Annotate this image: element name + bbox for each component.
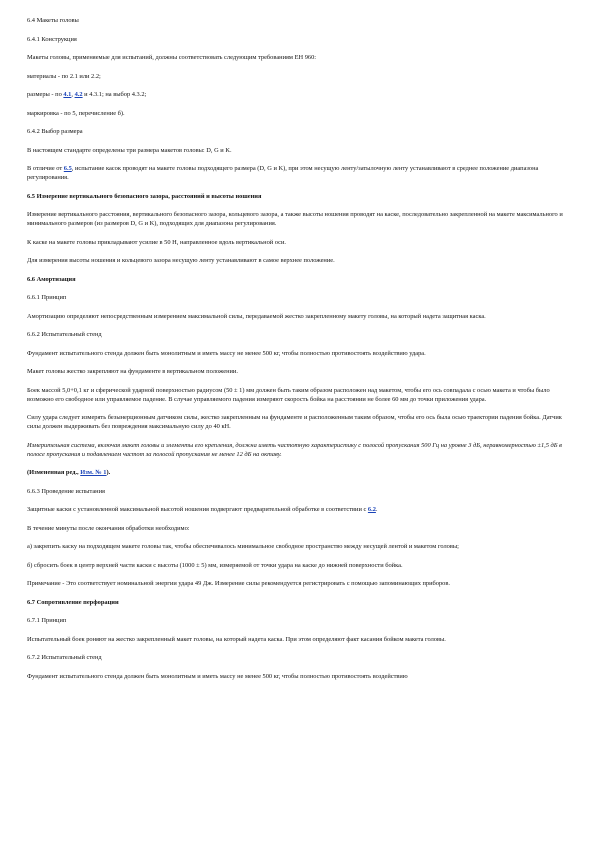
text-run: ). xyxy=(106,469,111,476)
subsection-heading: 6.6.2 Испытательный стенд xyxy=(27,331,102,338)
subsection-heading: 6.4.2 Выбор размера xyxy=(27,128,83,135)
clause-4-1-link[interactable]: 4.1 xyxy=(63,91,72,98)
paragraph: Макет головы жестко закрепляют на фундаменте в вертикальном положении. xyxy=(27,368,238,375)
text-run: размеры - по xyxy=(27,91,64,98)
paragraph: Боек массой 5,0+0,1 кг и сферической ударной поверхностью радиусом (50 ± 1) мм должен быть таким образом расположен над макетом, чтобы его ось совпадала с осью макета и чтобы было возможно его свободное или управляемое падение. В случае управляемого падения измеряют скорость бойка на расстоянии не более 60 мм до точки приложения удара. xyxy=(27,386,550,403)
clause-6-5-link[interactable]: 6.5 xyxy=(63,165,72,172)
section-heading: 6.5 Измерение вертикального безопасного зазора, расстояний и высоты ношения xyxy=(27,192,262,200)
paragraph: В настоящем стандарте определены три размера макетов головы: D, G и K. xyxy=(27,146,232,154)
text-run: , испытание касок проводят на макете головы подходящего размера (D, G и K), при этом несущую ленту/затылочную ленту устанавливают в среднее положение диапазона регулирования. xyxy=(27,165,539,181)
list-item: а) закрепить каску на подходящем макете головы так, чтобы обеспечивалось минимальное свободное пространство между несущей лентой и макетом головы; xyxy=(27,543,459,550)
text-run: и 4.3.1; на выбор 4.3.2; xyxy=(82,91,147,98)
amendment-note xyxy=(27,468,575,477)
text-run: . xyxy=(375,506,378,513)
section-heading: 6.6 Амортизация xyxy=(27,275,76,283)
paragraph-italic: Измерительная система, включая макет головы и элементы его крепления, должна иметь частотную характеристику с полосой пропускания 500 Гц на уровне 3 дБ, неравномерностью ±1,5 дБ в полосе пропускания и подавлением частот за полосой пропускания не менее 12 дБ на октаву. xyxy=(27,441,562,458)
text-run: В отличие от xyxy=(27,165,64,172)
paragraph: материалы - по 2.1 или 2.2; xyxy=(27,72,101,80)
clause-4-2-link[interactable]: 4.2 xyxy=(74,91,83,98)
paragraph: Амортизацию определяют непосредственным измерением максимальной силы, передаваемой жестко закрепленному макету головы, на который надета защитная каска. xyxy=(27,312,486,320)
paragraph: маркировка - по 5, перечисление б). xyxy=(27,109,125,117)
amendment-1-link[interactable]: Изм. № 1 xyxy=(80,469,107,476)
paragraph xyxy=(27,164,575,182)
paragraph: Фундамент испытательного стенда должен быть монолитным и иметь массу не менее 500 кг, чтобы полностью противостоять воздействию xyxy=(27,672,408,680)
paragraph: Макеты головы, применяемые для испытаний, должны соответствовать следующим требованиям ЕН 960: xyxy=(27,54,317,61)
list-item: б) сбросить боек в центр верхней части каски с высоты (1000 ± 5) мм, измеряемой от точки удара на каске до нижней поверхности бойка. xyxy=(27,561,403,569)
text-run: , xyxy=(71,91,75,98)
paragraph: Силу удара следует измерять безынерционным датчиком силы, жестко закрепленным на фундаменте и расположенным таким образом, чтобы его ось была осью траектории падения бойка. Датчик силы должен выдерживать без повреждения максимальную силу до 40 кН. xyxy=(27,414,562,430)
paragraph xyxy=(27,505,575,514)
subsection-heading: 6.7.2 Испытательный стенд xyxy=(27,654,102,661)
paragraph: Для измерения высоты ношения и кольцевого зазора несущую ленту устанавливают в самое верхнее положение. xyxy=(27,257,335,264)
subsection-heading: 6.7.1 Принцип xyxy=(27,617,67,624)
section-heading: 6.4 Макеты головы xyxy=(27,17,79,24)
paragraph: В течение минуты после окончания обработки необходимо: xyxy=(27,524,190,532)
paragraph: Фундамент испытательного стенда должен быть монолитным и иметь массу не менее 500 кг, чтобы полностью противостоять воздействию удара. xyxy=(27,349,426,357)
clause-6-2-link[interactable]: 6.2 xyxy=(367,506,376,513)
text-run: Защитные каски с установленной максимальной высотой ношения подвергают предварительной обработке в соответствии с xyxy=(27,506,368,513)
subsection-heading: 6.6.1 Принцип xyxy=(27,294,67,301)
paragraph: К каске на макете головы прикладывают усилие в 50 Н, направленное вдоль вертикальной оси. xyxy=(27,238,286,246)
paragraph xyxy=(27,90,575,99)
text-run: (Измененная ред., xyxy=(27,469,81,476)
paragraph: Измерение вертикального расстояния, вертикального безопасного зазора, кольцевого зазора, а также высоты ношения проводят на каске, последовательно закрепленной на макете максимального и минимального размеров (из размеров D, G и K), подходящих для диапазона регулирования. xyxy=(27,211,563,227)
paragraph: Испытательный боек роняют на жестко закрепленный макет головы, на который надета каска. При этом определяют факт касания бойком макета головы. xyxy=(27,635,446,643)
subsection-heading: 6.4.1 Конструкция xyxy=(27,35,77,43)
subsection-heading: 6.6.3 Проведение испытания xyxy=(27,487,105,495)
note: Примечание - Это соответствует номинальной энергии удара 49 Дж. Измерение силы рекомендуется регистрировать с помощью запоминающих приборов. xyxy=(27,580,450,587)
document-body xyxy=(27,16,575,690)
section-heading: 6.7 Сопротивление перфорации xyxy=(27,598,119,606)
